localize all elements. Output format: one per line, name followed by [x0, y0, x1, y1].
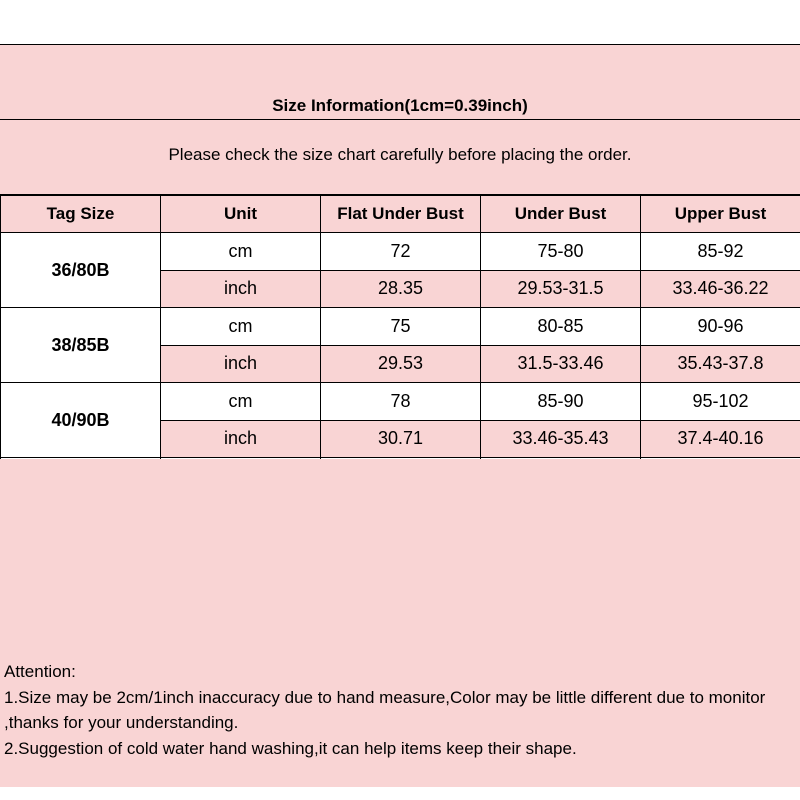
chart-title: Size Information(1cm=0.39inch) [272, 96, 528, 115]
upper-bust-cell: 35.43-37.8 [641, 345, 800, 383]
table-row [1, 308, 800, 346]
upper-bust-cell: 37.4-40.16 [641, 420, 800, 458]
upper-bust-cell: 33.46-36.22 [641, 270, 800, 308]
flat-under-bust-cell: 72 [321, 233, 481, 271]
unit-cell: cm [161, 308, 321, 346]
under-bust-cell: 85-90 [481, 383, 641, 421]
attention-heading: Attention: [4, 662, 76, 681]
upper-bust-cell: 85-92 [641, 233, 800, 271]
attention-line-1: 1.Size may be 2cm/1inch inaccuracy due to hand measure,Color may be little different due to monitor ,thanks for your understanding. [4, 687, 766, 732]
header-under-bust: Under Bust [481, 196, 641, 233]
under-bust-cell: 80-85 [481, 308, 641, 346]
unit-cell: cm [161, 233, 321, 271]
unit-cell: cm [161, 383, 321, 421]
tag-size-cell: 40/90B [1, 383, 161, 458]
header-flat-under-bust: Flat Under Bust [321, 196, 481, 233]
tag-size-cell: 36/80B [1, 233, 161, 308]
table-row [1, 233, 800, 271]
header-upper-bust: Upper Bust [641, 196, 800, 233]
header-unit: Unit [161, 196, 321, 233]
table-row [1, 383, 800, 421]
under-bust-cell: 31.5-33.46 [481, 345, 641, 383]
unit-cell: inch [161, 270, 321, 308]
upper-bust-cell: 95-102 [641, 383, 800, 421]
title-band [0, 45, 800, 120]
flat-under-bust-cell: 28.35 [321, 270, 481, 308]
note-band [0, 120, 800, 195]
under-bust-cell: 33.46-35.43 [481, 420, 641, 458]
chart-note: Please check the size chart carefully before placing the order. [168, 145, 632, 164]
attention-text [4, 659, 796, 761]
unit-cell: inch [161, 345, 321, 383]
flat-under-bust-cell: 75 [321, 308, 481, 346]
under-bust-cell: 75-80 [481, 233, 641, 271]
under-bust-cell: 29.53-31.5 [481, 270, 641, 308]
flat-under-bust-cell: 30.71 [321, 420, 481, 458]
flat-under-bust-cell: 29.53 [321, 345, 481, 383]
flat-under-bust-cell: 78 [321, 383, 481, 421]
upper-bust-cell: 90-96 [641, 308, 800, 346]
header-row [1, 196, 800, 233]
size-chart-sheet [0, 44, 800, 786]
unit-cell: inch [161, 420, 321, 458]
header-tag-size: Tag Size [1, 196, 161, 233]
tag-size-cell: 38/85B [1, 308, 161, 383]
attention-section [0, 459, 800, 787]
attention-line-2: 2.Suggestion of cold water hand washing,it can help items keep their shape. [4, 738, 577, 758]
